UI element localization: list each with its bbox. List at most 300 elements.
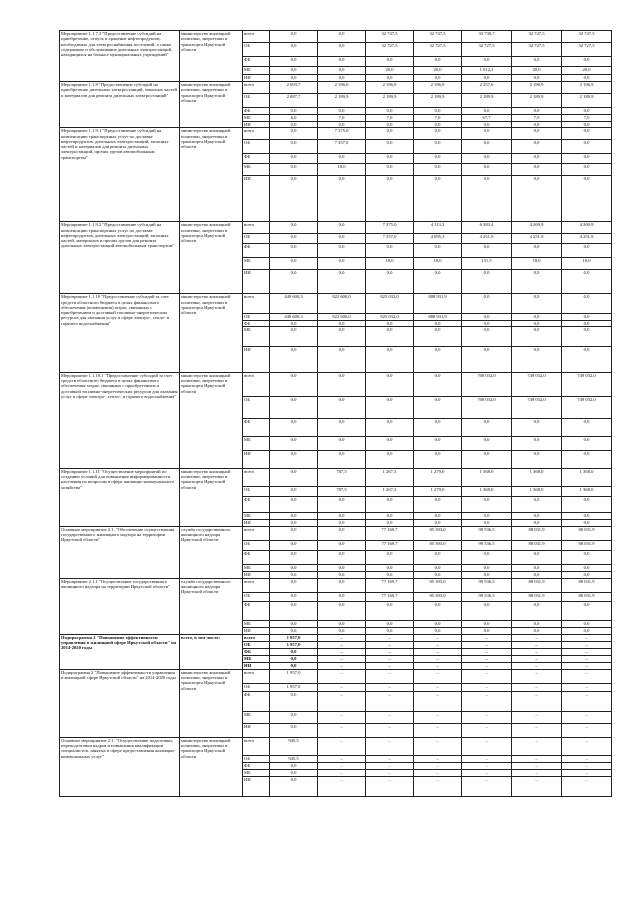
- amount-cell: 0,0: [270, 723, 318, 737]
- amount-cell: 945,5: [270, 755, 318, 762]
- amount-cell: 0,0: [512, 164, 562, 176]
- amount-cell: 7 357,0: [318, 140, 366, 154]
- amount-cell: 88 031,9: [562, 578, 612, 592]
- funding-source: ФБ: [243, 57, 270, 67]
- amount-cell: 0,0: [462, 326, 512, 346]
- funding-source: всего: [243, 468, 270, 486]
- amount-cell: 822 600,0: [318, 314, 366, 320]
- amount-cell: 0,0: [270, 769, 318, 776]
- amount-cell: 88 031,9: [512, 592, 562, 601]
- amount-cell: 2 196,9: [562, 82, 612, 94]
- amount-cell: 0,0: [562, 164, 612, 176]
- amount-cell: 2 189,9: [414, 94, 462, 108]
- amount-cell: 0,0: [562, 450, 612, 468]
- funding-source: ОБ: [243, 641, 270, 648]
- amount-cell: 0,0: [414, 396, 462, 418]
- funding-source: ФБ: [243, 108, 270, 115]
- amount-cell: 0,0: [462, 140, 512, 154]
- amount-cell: 822 600,0: [318, 294, 366, 314]
- amount-cell: –: [462, 662, 512, 669]
- funding-source: МБ: [243, 620, 270, 627]
- amount-cell: 0,0: [414, 372, 462, 396]
- amount-cell: –: [414, 662, 462, 669]
- amount-cell: 0,0: [562, 176, 612, 222]
- funding-source: ФБ: [243, 762, 270, 769]
- amount-cell: –: [414, 762, 462, 769]
- amount-cell: 2 196,9: [512, 82, 562, 94]
- amount-cell: 0,0: [462, 418, 512, 436]
- amount-cell: 7,0: [512, 115, 562, 122]
- amount-cell: 0,0: [562, 244, 612, 258]
- amount-cell: 0,0: [562, 564, 612, 571]
- amount-cell: 0,0: [318, 620, 366, 627]
- amount-cell: 0,0: [270, 176, 318, 222]
- amount-cell: 0,0: [562, 57, 612, 67]
- funding-source: ОБ: [243, 396, 270, 418]
- amount-cell: 0,0: [366, 571, 414, 578]
- funding-source: ОБ: [243, 540, 270, 550]
- amount-cell: 1 368,0: [562, 468, 612, 486]
- amount-cell: 2 189,9: [562, 94, 612, 108]
- amount-cell: 0,0: [318, 519, 366, 526]
- amount-cell: 0,0: [414, 128, 462, 140]
- funding-source: ИИ: [243, 75, 270, 82]
- funding-source: ИИ: [243, 519, 270, 526]
- amount-cell: 88 031,9: [512, 578, 562, 592]
- amount-cell: 0,0: [512, 627, 562, 634]
- funding-source: всего: [243, 222, 270, 234]
- amount-cell: 0,0: [318, 222, 366, 234]
- activity-name: Основное мероприятие 2.1. "Осуществление подготовки, переподготовки кадров и повышения квалификации специалистов, занятых в сфере предоставления жилищно-коммунальных услуг": [60, 737, 180, 796]
- amount-cell: 0,0: [562, 496, 612, 512]
- amount-cell: 0,0: [270, 320, 318, 326]
- amount-cell: –: [512, 711, 562, 723]
- amount-cell: 0,0: [414, 122, 462, 128]
- funding-source: ОБ: [243, 592, 270, 601]
- amount-cell: 0,0: [270, 164, 318, 176]
- funding-source: МБ: [243, 769, 270, 776]
- amount-cell: 0,0: [414, 140, 462, 154]
- amount-cell: 0,0: [562, 270, 612, 294]
- activity-executor: министерство жилищной политики, энергетики и транспорта Иркутской области: [180, 669, 243, 737]
- amount-cell: 0,0: [270, 372, 318, 396]
- activity-name: Основное мероприятие 2.1. "Обеспечение осуществления государственного жилищного надзора на территории Иркутской области": [60, 526, 180, 578]
- amount-cell: –: [414, 776, 462, 796]
- amount-cell: –: [414, 641, 462, 648]
- amount-cell: 2 189,9: [318, 94, 366, 108]
- amount-cell: 0,0: [512, 154, 562, 164]
- amount-cell: 888 931,9: [414, 314, 462, 320]
- amount-cell: 0,0: [512, 550, 562, 564]
- funding-source: ФБ: [243, 320, 270, 326]
- amount-cell: –: [512, 776, 562, 796]
- funding-source: ОБ: [243, 94, 270, 108]
- amount-cell: 0,0: [414, 512, 462, 519]
- amount-cell: –: [366, 723, 414, 737]
- amount-cell: 449 600,3: [270, 314, 318, 320]
- amount-cell: 0,0: [270, 540, 318, 550]
- amount-cell: 0,0: [366, 154, 414, 164]
- amount-cell: –: [562, 691, 612, 711]
- amount-cell: 0,0: [270, 601, 318, 620]
- amount-cell: 77 169,7: [366, 540, 414, 550]
- funding-source: ОБ: [243, 755, 270, 762]
- amount-cell: –: [318, 776, 366, 796]
- amount-cell: 32 727,5: [462, 43, 512, 57]
- amount-cell: 0,0: [270, 648, 318, 655]
- amount-cell: 99 536,5: [462, 540, 512, 550]
- amount-cell: 1 368,0: [512, 468, 562, 486]
- amount-cell: 2 196,9: [414, 82, 462, 94]
- amount-cell: 0,0: [562, 326, 612, 346]
- funding-source: ФБ: [243, 648, 270, 655]
- amount-cell: 1 368,0: [512, 486, 562, 496]
- amount-cell: 0,0: [366, 326, 414, 346]
- amount-cell: –: [512, 641, 562, 648]
- amount-cell: 0,0: [270, 564, 318, 571]
- activity-executor: служба государственного жилищного надзора Иркутской области: [180, 526, 243, 578]
- amount-cell: 0,0: [414, 601, 462, 620]
- amount-cell: 0,0: [462, 436, 512, 450]
- amount-cell: 0,0: [562, 436, 612, 450]
- amount-cell: 0,0: [462, 128, 512, 140]
- amount-cell: –: [414, 691, 462, 711]
- amount-cell: 18,0: [562, 258, 612, 270]
- amount-cell: –: [366, 634, 414, 641]
- funding-source: ИИ: [243, 571, 270, 578]
- amount-cell: 0,0: [270, 75, 318, 82]
- amount-cell: 88 031,9: [512, 526, 562, 540]
- amount-cell: 0,0: [562, 418, 612, 436]
- amount-cell: 0,0: [270, 57, 318, 67]
- amount-cell: –: [462, 641, 512, 648]
- amount-cell: 0,0: [318, 75, 366, 82]
- amount-cell: 0,0: [270, 396, 318, 418]
- amount-cell: 0,0: [562, 314, 612, 320]
- amount-cell: –: [366, 737, 414, 755]
- amount-cell: 0,0: [366, 176, 414, 222]
- amount-cell: 700 032,0: [462, 396, 512, 418]
- funding-source: МБ: [243, 67, 270, 75]
- amount-cell: 825 032,0: [366, 314, 414, 320]
- amount-cell: 0,0: [512, 620, 562, 627]
- amount-cell: 0,0: [318, 578, 366, 592]
- table-row: [60, 128, 612, 140]
- amount-cell: –: [318, 769, 366, 776]
- amount-cell: 0,0: [462, 450, 512, 468]
- table-row: [60, 222, 612, 234]
- activity-executor: министерство жилищной политики, энергетики и транспорта Иркутской области: [180, 128, 243, 222]
- funding-source: всего: [243, 31, 270, 43]
- amount-cell: 0,0: [270, 620, 318, 627]
- activity-executor: министерство жилищной политики, энергетики и транспорта Иркутской области: [180, 31, 243, 82]
- funding-source: ОБ: [243, 486, 270, 496]
- amount-cell: 0,0: [318, 346, 366, 372]
- amount-cell: 0,0: [562, 128, 612, 140]
- amount-cell: 945,5: [270, 737, 318, 755]
- amount-cell: 20,0: [366, 67, 414, 75]
- amount-cell: 0,0: [512, 601, 562, 620]
- funding-source: ФБ: [243, 244, 270, 258]
- amount-cell: –: [562, 723, 612, 737]
- amount-cell: 4 269,9: [512, 222, 562, 234]
- amount-cell: 0,0: [270, 571, 318, 578]
- amount-cell: –: [318, 662, 366, 669]
- activity-executor: министерство жилищной политики, энергетики и транспорта Иркутской области: [180, 222, 243, 294]
- amount-cell: 0,0: [462, 620, 512, 627]
- amount-cell: –: [462, 655, 512, 662]
- amount-cell: –: [562, 669, 612, 683]
- amount-cell: 0,0: [318, 326, 366, 346]
- amount-cell: 0,0: [414, 244, 462, 258]
- amount-cell: 0,0: [462, 512, 512, 519]
- amount-cell: 99 536,5: [462, 592, 512, 601]
- amount-cell: 0,0: [270, 519, 318, 526]
- amount-cell: 0,0: [512, 314, 562, 320]
- amount-cell: 33 739,7: [462, 31, 512, 43]
- amount-cell: –: [512, 669, 562, 683]
- amount-cell: 0,0: [562, 512, 612, 519]
- amount-cell: 0,0: [318, 67, 366, 75]
- amount-cell: 0,0: [270, 468, 318, 486]
- amount-cell: 0,0: [366, 519, 414, 526]
- amount-cell: 1 267,3: [366, 486, 414, 496]
- amount-cell: 0,0: [414, 620, 462, 627]
- amount-cell: –: [462, 683, 512, 691]
- amount-cell: 0,0: [462, 57, 512, 67]
- amount-cell: 0,0: [318, 601, 366, 620]
- amount-cell: –: [562, 776, 612, 796]
- amount-cell: 0,0: [512, 176, 562, 222]
- amount-cell: 6 383,4: [462, 222, 512, 234]
- amount-cell: 0,0: [512, 128, 562, 140]
- amount-cell: 0,0: [270, 108, 318, 115]
- amount-cell: 32 727,5: [414, 43, 462, 57]
- amount-cell: 0,0: [414, 75, 462, 82]
- amount-cell: 0,0: [366, 164, 414, 176]
- activity-name: Мероприятие 1.1.7.2 "Предоставление субсидий на приобретение, отпуск и хранение нефтепродуктов, необходимых для электроснабжения поселений, а также содержание и обслуживание дизельных электростанций, находящихся на балансе муниципальных учреждений": [60, 31, 180, 82]
- amount-cell: 0,0: [562, 75, 612, 82]
- amount-cell: 0,0: [270, 776, 318, 796]
- funding-source: ИИ: [243, 122, 270, 128]
- amount-cell: 0,0: [512, 519, 562, 526]
- amount-cell: 7 375,0: [366, 222, 414, 234]
- amount-cell: –: [562, 762, 612, 769]
- table-row: [60, 372, 612, 396]
- amount-cell: 0,0: [270, 526, 318, 540]
- amount-cell: 0,0: [366, 244, 414, 258]
- amount-cell: –: [562, 737, 612, 755]
- activity-name: Подпрограмма 2 "Повышение эффективности управления в жилищной сфере Иркутской области" на 2014-2020 годы: [60, 634, 180, 669]
- amount-cell: –: [318, 648, 366, 655]
- amount-cell: 0,0: [366, 320, 414, 326]
- amount-cell: 4 095,3: [414, 234, 462, 244]
- amount-cell: 32 747,5: [414, 31, 462, 43]
- amount-cell: 0,0: [462, 550, 512, 564]
- amount-cell: 18,0: [366, 258, 414, 270]
- amount-cell: 2 196,9: [366, 82, 414, 94]
- amount-cell: 0,0: [318, 43, 366, 57]
- amount-cell: 749 032,0: [562, 396, 612, 418]
- amount-cell: 0,0: [270, 450, 318, 468]
- amount-cell: 0,0: [462, 244, 512, 258]
- amount-cell: 0,0: [414, 57, 462, 67]
- amount-cell: 0,0: [512, 244, 562, 258]
- funding-source: МБ: [243, 326, 270, 346]
- amount-cell: 0,0: [270, 486, 318, 496]
- amount-cell: 0,0: [414, 320, 462, 326]
- amount-cell: –: [366, 669, 414, 683]
- amount-cell: 0,0: [270, 627, 318, 634]
- amount-cell: –: [462, 769, 512, 776]
- amount-cell: 0,0: [462, 519, 512, 526]
- funding-source: ОБ: [243, 43, 270, 57]
- activity-executor: министерство жилищной политики, энергетики и транспорта Иркутской области: [180, 737, 243, 796]
- amount-cell: –: [512, 655, 562, 662]
- amount-cell: 0,0: [366, 128, 414, 140]
- funding-source: МБ: [243, 164, 270, 176]
- amount-cell: –: [366, 683, 414, 691]
- amount-cell: –: [366, 662, 414, 669]
- amount-cell: 7,0: [318, 115, 366, 122]
- amount-cell: 1 279,0: [414, 486, 462, 496]
- amount-cell: 0,0: [318, 122, 366, 128]
- amount-cell: 0,0: [318, 320, 366, 326]
- funding-source: ИИ: [243, 346, 270, 372]
- amount-cell: 0,0: [414, 436, 462, 450]
- amount-cell: 0,0: [366, 627, 414, 634]
- funding-source: ИИ: [243, 270, 270, 294]
- amount-cell: 0,0: [562, 620, 612, 627]
- amount-cell: 1 012,2: [462, 67, 512, 75]
- amount-cell: 449 600,3: [270, 294, 318, 314]
- funding-source: всего: [243, 578, 270, 592]
- funding-source: всего: [243, 372, 270, 396]
- amount-cell: 0,0: [562, 122, 612, 128]
- amount-cell: 0,0: [318, 571, 366, 578]
- amount-cell: 0,0: [414, 154, 462, 164]
- amount-cell: 0,0: [462, 154, 512, 164]
- amount-cell: 0,0: [512, 571, 562, 578]
- amount-cell: 1 279,0: [414, 468, 462, 486]
- amount-cell: –: [414, 669, 462, 683]
- amount-cell: 0,0: [318, 550, 366, 564]
- amount-cell: 0,0: [270, 67, 318, 75]
- amount-cell: 0,0: [462, 122, 512, 128]
- amount-cell: 0,0: [270, 762, 318, 769]
- amount-cell: 32 727,5: [562, 43, 612, 57]
- amount-cell: 0,0: [318, 244, 366, 258]
- funding-source: всего: [243, 669, 270, 683]
- amount-cell: 0,0: [512, 418, 562, 436]
- amount-cell: 0,0: [270, 326, 318, 346]
- amount-cell: 0,0: [270, 128, 318, 140]
- funding-source: МБ: [243, 512, 270, 519]
- funding-source: ИИ: [243, 662, 270, 669]
- amount-cell: 0,0: [512, 564, 562, 571]
- funding-source: ФБ: [243, 550, 270, 564]
- amount-cell: 85 393,0: [414, 526, 462, 540]
- amount-cell: –: [562, 634, 612, 641]
- amount-cell: 0,0: [414, 496, 462, 512]
- amount-cell: –: [462, 711, 512, 723]
- amount-cell: 18,0: [512, 258, 562, 270]
- amount-cell: 4 251,9: [462, 234, 512, 244]
- table-row: [60, 294, 612, 314]
- amount-cell: 18,0: [414, 258, 462, 270]
- activity-name: Подпрограмма 2 "Повышение эффективности управления в жилищной сфере Иркутской области" на 2014-2020 годы: [60, 669, 180, 737]
- amount-cell: 0,0: [462, 346, 512, 372]
- amount-cell: 77 169,7: [366, 592, 414, 601]
- activity-name: Мероприятие 1.1.9.1 "Предоставление субсидий на компенсацию транспортных услуг по доставке нефтепродуктов, дизельных электростанций, запасных частей и материалов для ремонта дизельных электростанций, прочих грузов автомобильным транспортом": [60, 128, 180, 222]
- amount-cell: 0,0: [366, 550, 414, 564]
- amount-cell: –: [562, 648, 612, 655]
- amount-cell: 4 269,9: [562, 222, 612, 234]
- funding-source: ФБ: [243, 496, 270, 512]
- amount-cell: –: [318, 691, 366, 711]
- amount-cell: 0,0: [562, 346, 612, 372]
- amount-cell: 0,0: [462, 108, 512, 115]
- amount-cell: 0,0: [462, 627, 512, 634]
- amount-cell: –: [414, 683, 462, 691]
- amount-cell: 0,0: [270, 222, 318, 234]
- amount-cell: –: [562, 641, 612, 648]
- amount-cell: 0,0: [562, 320, 612, 326]
- amount-cell: 1 368,0: [462, 486, 512, 496]
- amount-cell: 0,0: [562, 550, 612, 564]
- amount-cell: –: [414, 755, 462, 762]
- amount-cell: 2 257,6: [462, 82, 512, 94]
- funding-source: МБ: [243, 564, 270, 571]
- amount-cell: 0,0: [270, 122, 318, 128]
- amount-cell: 0,0: [462, 496, 512, 512]
- amount-cell: –: [512, 648, 562, 655]
- amount-cell: –: [462, 648, 512, 655]
- funding-source: всего: [243, 82, 270, 94]
- funding-source: всего: [243, 128, 270, 140]
- amount-cell: 0,0: [318, 592, 366, 601]
- funding-source: МБ: [243, 655, 270, 662]
- amount-cell: 0,0: [366, 346, 414, 372]
- amount-cell: 77 169,7: [366, 526, 414, 540]
- table-row: [60, 669, 612, 683]
- amount-cell: 0,0: [512, 450, 562, 468]
- funding-source: ОБ: [243, 683, 270, 691]
- activity-executor: служба государственного жилищного надзора Иркутской области: [180, 578, 243, 634]
- amount-cell: –: [318, 683, 366, 691]
- amount-cell: 32 727,5: [512, 43, 562, 57]
- amount-cell: 4 251,9: [562, 234, 612, 244]
- amount-cell: 0,0: [562, 140, 612, 154]
- amount-cell: 0,0: [270, 140, 318, 154]
- amount-cell: 0,0: [270, 662, 318, 669]
- amount-cell: 0,0: [512, 108, 562, 115]
- amount-cell: 0,0: [462, 176, 512, 222]
- amount-cell: 0,0: [414, 519, 462, 526]
- amount-cell: 0,0: [270, 258, 318, 270]
- amount-cell: 0,0: [318, 627, 366, 634]
- amount-cell: 0,0: [318, 450, 366, 468]
- table-row: [60, 82, 612, 94]
- funding-source: МБ: [243, 115, 270, 122]
- activity-executor: министерство жилищной политики, энергетики и транспорта Иркутской области: [180, 294, 243, 373]
- funding-source: ФБ: [243, 601, 270, 620]
- activity-name: Мероприятие 1.1.8 "Предоставление субсидий на приобретение дизельных электростанций, запасных частей и материалов для ремонта дизельных электростанций": [60, 82, 180, 128]
- amount-cell: 0,0: [562, 601, 612, 620]
- amount-cell: –: [562, 711, 612, 723]
- amount-cell: 0,0: [512, 75, 562, 82]
- amount-cell: 0,0: [512, 436, 562, 450]
